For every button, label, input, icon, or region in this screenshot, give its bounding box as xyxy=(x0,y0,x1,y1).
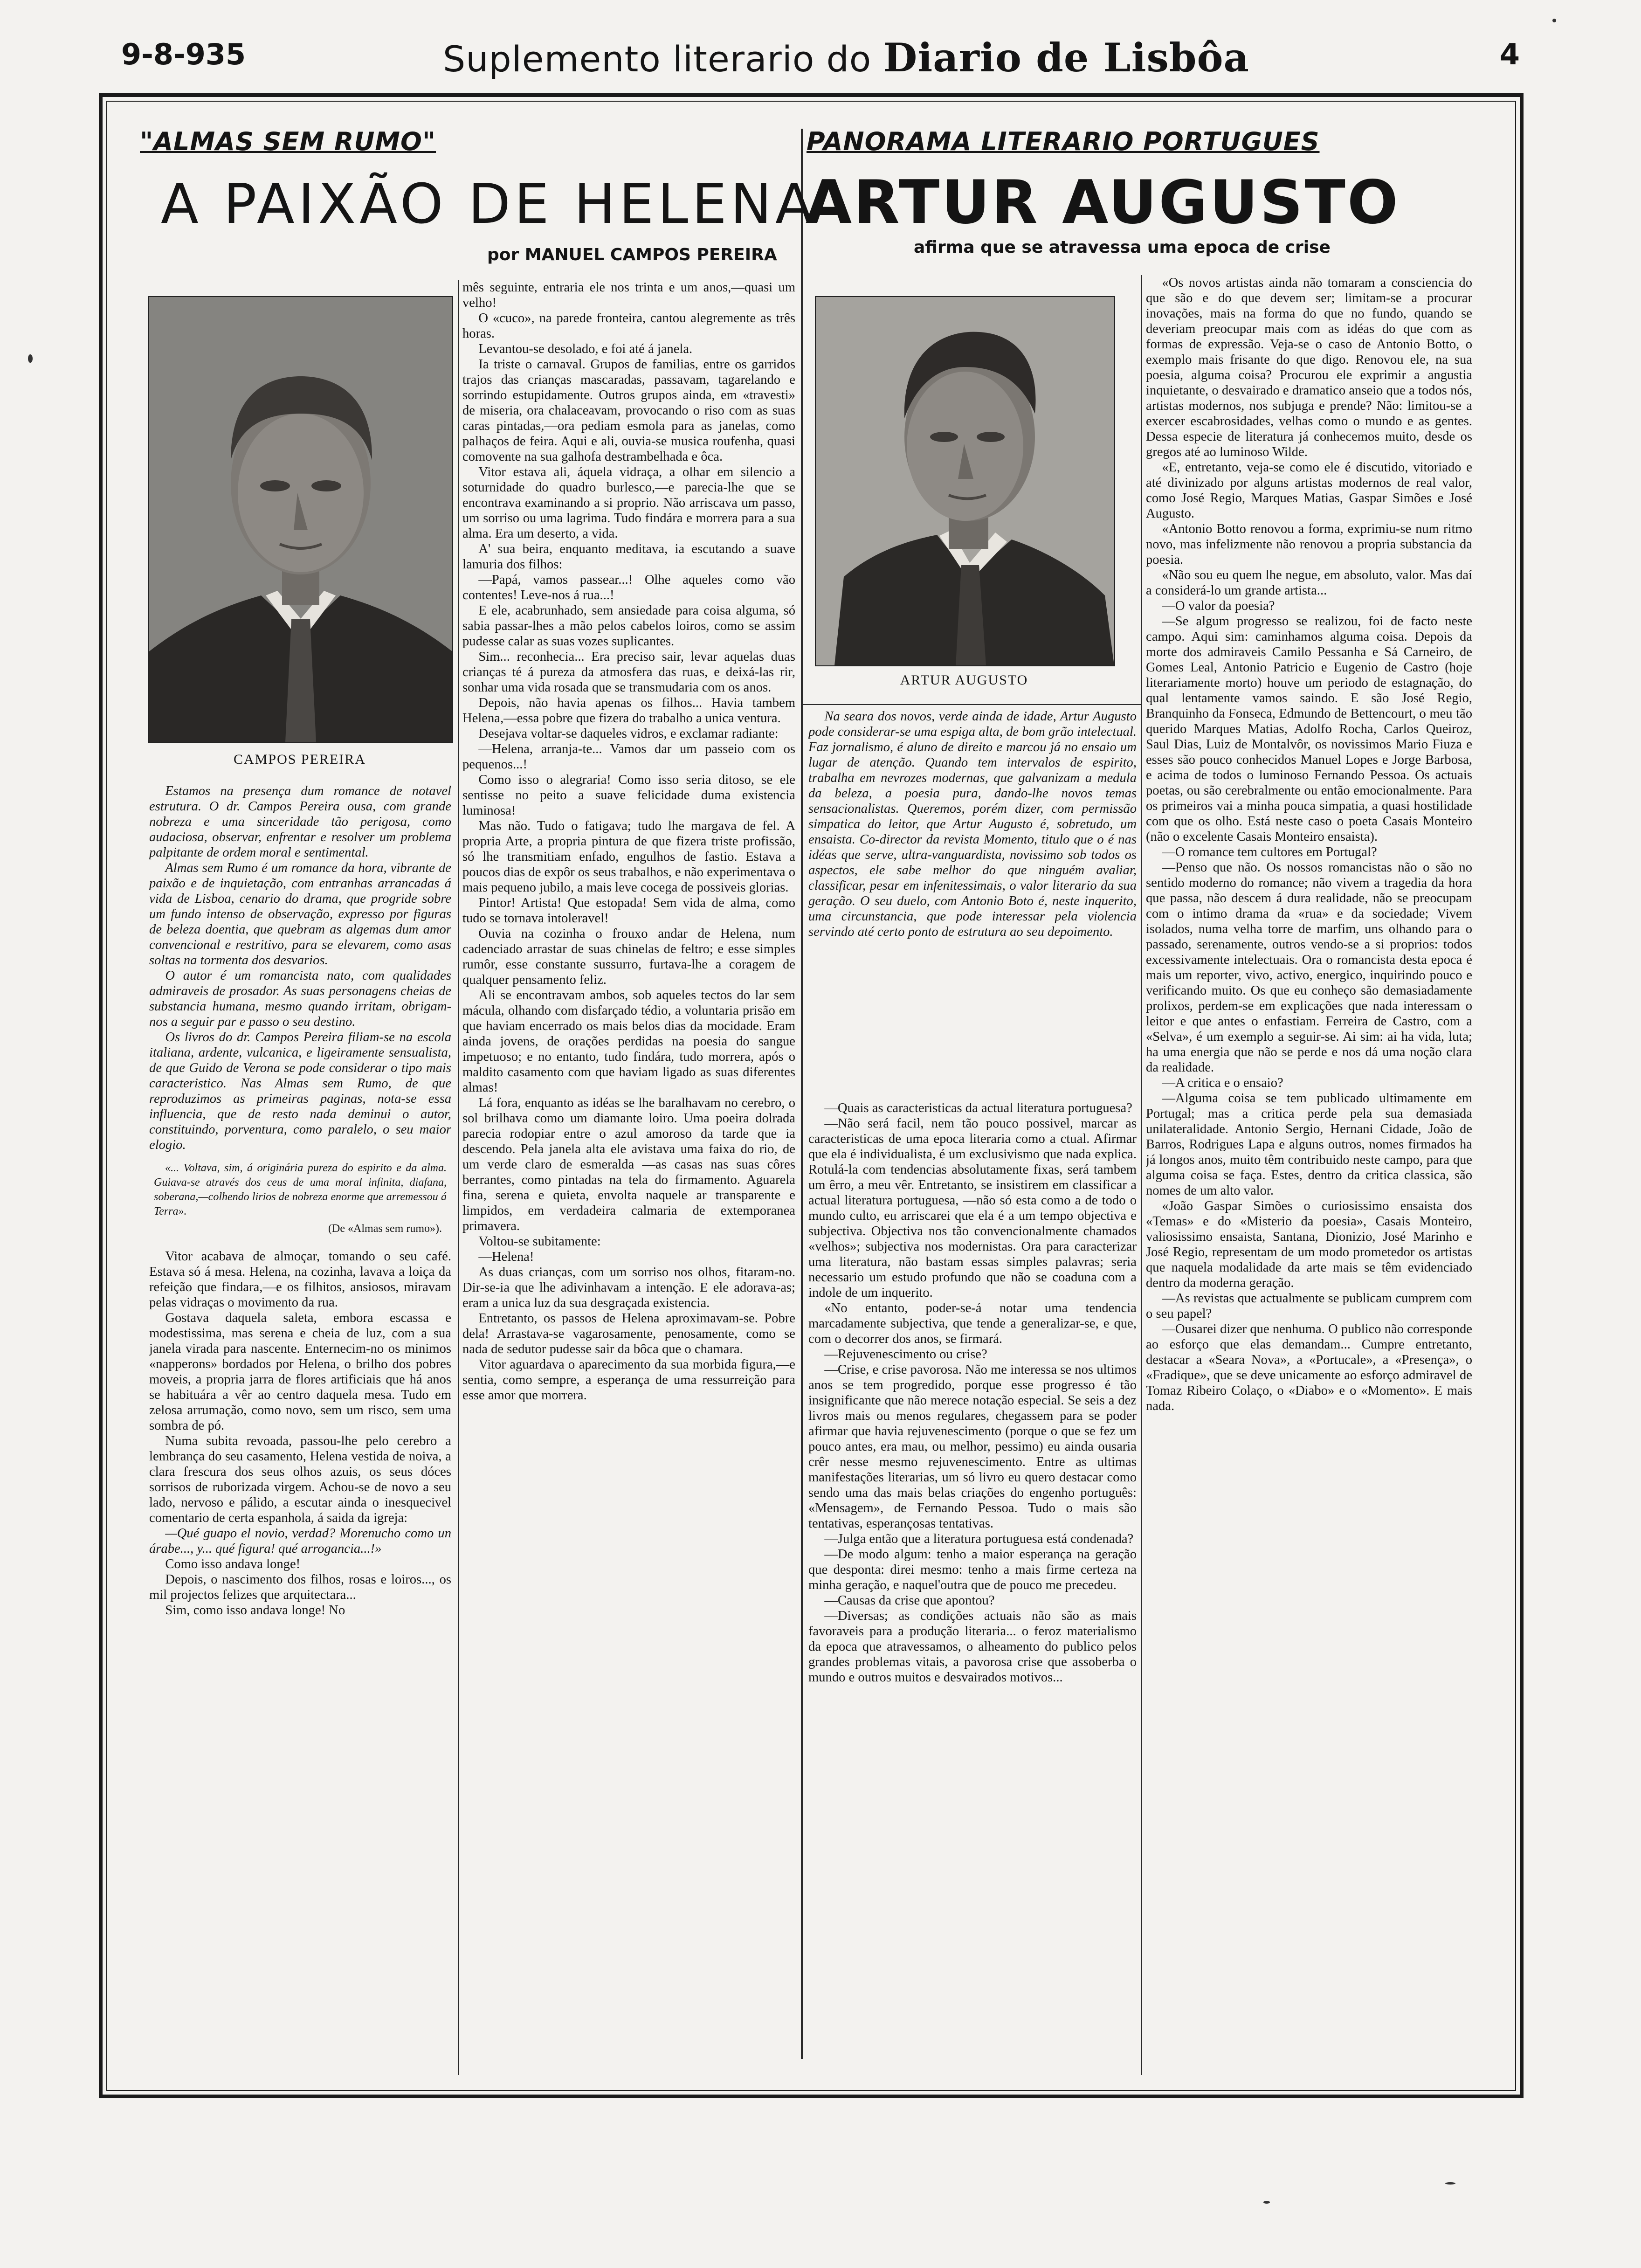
body-paragraph: «Os novos artistas ainda não tomaram a consciencia do que são e do que devem ser; limitam-se a procurar inovações, mais na forma do que no fundo, quando se deveriam preocupar mais com as idéas do que com as formas de expressão. Veja-se o caso de Antonio Botto, o exemplo mais frisante do que digo. Renovou ele, na sua poesia, alguma coisa? Procurou ele exprimir a angustia inquietante, o desvairado e dramatico anseio que a todos nós, artistas modernos, nos subjuga e prende? Não: limitou-se a exercer escabrosidades, velhas como o mundo e as gentes. Dessa especie de literatura já conhecemos muito, desde os gregos até ao luminoso Wilde. xyxy=(1146,276,1472,459)
body-paragraph: Ia triste o carnaval. Grupos de familias, entre os garridos trajos das crianças mascaradas, passavam, tagarelando e sorrindo estupidamente. Outros grupos ainda, em «travesti» de miseria, ora chalaceavam, provocando o riso com as suas caras pintadas,—ora pediam esmola para as janelas, como palhaços de feira. Aqui e ali, ouvia-se musica roufenha, quasi comovente na sua galhofa destrambelhada e ôca. xyxy=(462,357,795,464)
body-paragraph: A' sua beira, enquanto meditava, ia escutando a suave lamuria dos filhos: xyxy=(462,542,795,572)
body-paragraph: —Helena! xyxy=(478,1250,534,1264)
left-photo-caption: CAMPOS PEREIRA xyxy=(234,752,366,767)
body-paragraph: «Não sou eu quem lhe negue, em absoluto, valor. Mas daí a considerá-lo um grande artista... xyxy=(1146,568,1472,598)
body-paragraph: As duas crianças, com um sorriso nos olhos, fitaram-no. Dir-se-ia que lhe adivinhavam a intenção. E ele adorava-as; eram a unica luz da sua desgraçada existencia. xyxy=(462,1265,795,1310)
book-quote: «... Voltava, sim, á originária pureza do espirito e da alma. Guiava-se através dos ceus de uma moral infinita, diafana, soberana,—colhendo lirios de nobreza enorme que arremessou á Terra». xyxy=(154,1162,447,1217)
body-paragraph: «João Gaspar Simões o curiosissimo ensaista dos «Temas» e do «Misterio da poesia», Casais Monteiro, valiosissimo ensaista, Santana, Dionizio, José Marinho e José Regio, representam de um modo prometedor os artistas que naquela modalidade da arte mais se têm evidenciado dentro da moderna geração. xyxy=(1146,1199,1472,1290)
body-paragraph: —Helena, arranja-te... Vamos dar um passeio com os pequenos...! xyxy=(462,742,795,772)
left-kicker: "ALMAS SEM RUMO" xyxy=(140,127,436,156)
body-paragraph: —O romance tem cultores em Portugal? xyxy=(1162,845,1377,859)
right-subhead: afirma que se atravessa uma epoca de crise xyxy=(914,238,1331,257)
intro-paragraph: O autor é um romancista nato, com qualidades admiraveis de prosador. As suas personagens cheias de substancia humana, mesmo quando irritam, obrigam-nos a seguir par e passo o seu destino. xyxy=(149,968,451,1029)
body-paragraph: Voltou-se subitamente: xyxy=(478,1234,601,1249)
divider-left-cols xyxy=(458,280,459,2075)
scan-speck xyxy=(1445,2182,1455,2185)
divider-main xyxy=(801,129,803,2059)
body-paragraph: Numa subita revoada, passou-lhe pelo cerebro a lembrança do seu casamento, Helena vestida de noiva, a clara frescura dos seus olhos azuis, os seus dóces sorrisos de ruborizada virgem. Achou-se de novo a seu lado, nervoso e pálido, a escutar ainda o inesquecivel comentario de certa espanhola, á saida da igreja: xyxy=(149,1434,451,1525)
body-paragraph: Sim... reconhecia... Era preciso sair, levar aquelas duas crianças té á pureza da atmosfera das ruas, e deixá-las rir, sonhar uma vida rosada que se transmudaria com os anos. xyxy=(462,650,795,695)
body-paragraph: Desejava voltar-se daqueles vidros, e exclamar radiante: xyxy=(478,726,779,741)
right-article-col1 xyxy=(808,1100,1137,2061)
intro-paragraph: Almas sem Rumo é um romance da hora, vibrante de paixão e de inquietação, com entranhas arrancadas á vida de Lisboa, cenario do drama, que progride sobre um fundo intenso de observação, expresso por figuras de beleza doentia, que quebram as algemas dum amor convencional e restritivo, para se elevarem, como asas soltas na tormenta dos desvarios. xyxy=(149,861,451,968)
body-paragraph: —De modo algum: tenho a maior esperança na geração que desponta: direi mesmo: tenho a mais firme certeza na minha geração, e naquel'outra que de pouco me precedeu. xyxy=(808,1547,1137,1592)
body-paragraph: Gostava daquela saleta, embora escassa e modestissima, mas serena e cheia de luz, com a sua janela virada para nascente. Enternecim-no os minimos «napperons» bordados por Helena, o brilho dos pobres moveis, a propria jarra de flores artificiais que há anos se habituára a vêr ao centro daquela mesa. Tudo em zelosa arrumação, como novo, sem um risco, sem uma sombra de pó. xyxy=(149,1311,451,1433)
body-paragraph: Depois, não havia apenas os filhos... Havia tambem Helena,—essa pobre que fizera do trabalho a unica ventura. xyxy=(462,696,795,726)
body-paragraph: Sim, como isso andava longe! No xyxy=(165,1603,345,1618)
right-article-col2 xyxy=(1146,275,1472,2061)
interview-intro: Na seara dos novos, verde ainda de idade, Artur Augusto pode considerar-se uma espiga alta, de bom grão intelectual. Faz jornalismo, é aluno de direito e marcou já no ensaio um lugar de atenção. Quando tem intervalos de espirito, trabalha em nevrozes modernas, que galvanizam a medula da beleza, a poesia pura, dando-lhe novos temas sensacionalistas. Queremos, porém dizer, com permissão simpatica do leitor, que Artur Augusto é, sobretudo, um ensaista. Co-director da revista Momento, titulo que o é nas idéas que serve, ultra-vanguardista, novissimo sob todos os aspectos, ele sabe melhor do que ninguém avaliar, classificar, pesar em infenitessimais, o valor literario da sua geração. O seu duelo, com Antonio Boto é, neste inquerito, uma circunstancia, que pode interessar pela violencia servindo até certo ponto de estrutura ao seu depoimento. xyxy=(808,709,1137,939)
intro-paragraph: Estamos na presença dum romance de notavel estrutura. O dr. Campos Pereira ousa, com grande nobreza e uma sinceridade tão perigosa, como audaciosa, observar, enfrentar e resolver um problema palpitante de ordem moral e sentimental. xyxy=(149,784,451,860)
body-paragraph: Depois, o nascimento dos filhos, rosas e loiros..., os mil projectos felizes que arquitectara... xyxy=(149,1572,451,1602)
scan-speck xyxy=(28,354,33,363)
body-paragraph: «Antonio Botto renovou a forma, exprimiu-se num ritmo novo, mas infelizmente não renovou a propria substancia da poesia. xyxy=(1146,522,1472,567)
body-paragraph: Vitor acabava de almoçar, tomando o seu café. Estava só á mesa. Helena, na cozinha, lavava a loiça da refeição que findara,—e os filhitos, ansiosos, miravam pelas vidraças o movimento da rua. xyxy=(149,1249,451,1310)
body-paragraph: —O valor da poesia? xyxy=(1162,599,1275,613)
supplement-title xyxy=(443,35,1249,81)
scan-speck xyxy=(1552,19,1556,22)
body-paragraph: E ele, acabrunhado, sem ansiedade para coisa alguma, só sabia passar-lhes a mão pelos cabelos loiros, como se assim pudesse calar as suas vozes suplicantes. xyxy=(462,603,795,649)
body-paragraph: —Julga então que a literatura portuguesa está condenada? xyxy=(824,1532,1134,1546)
divider-under-photo xyxy=(802,704,1142,705)
right-article-intro xyxy=(808,709,1137,1096)
issue-date: 9-8-935 xyxy=(121,37,246,71)
body-paragraph: Pintor! Artista! Que estopada! Sem vida de alma, como tudo se tornava intoleravel! xyxy=(462,896,795,926)
right-photo-caption: ARTUR AUGUSTO xyxy=(900,672,1028,688)
campos-pereira-photo xyxy=(148,296,453,743)
divider-right-cols xyxy=(1141,275,1142,2075)
body-paragraph: Lá fora, enquanto as idéas se lhe baralhavam no cerebro, o sol brilhava como um diamante loiro. Uma poeira dolrada parecia rodopiar entre o azul amoroso da tarde que ia descendo. Pela janela alta ele avistava uma faixa do rio, de um verde claro de esmeralda —as casas nas suas côres berrantes, como pintadas na tela do firmamento. Aguarela fina, serena e quieta, envolta naquele ar transparente e limpidos, em verdadeira calmaria de extemporanea primavera. xyxy=(462,1096,795,1233)
body-paragraph: —A critica e o ensaio? xyxy=(1162,1076,1283,1090)
body-paragraph: —As revistas que actualmente se publicam cumprem com o seu papel? xyxy=(1146,1291,1472,1321)
body-paragraph: Ouvia na cozinha o frouxo andar de Helena, num cadenciado arrastar de suas chinelas de feltro; e esse simples rumôr, esse constante sussurro, furtava-lhe a coragem de qualquer pensamento feliz. xyxy=(462,927,795,987)
newspaper-name: Diario de Lisbôa xyxy=(883,35,1249,81)
body-paragraph: —Crise, e crise pavorosa. Não me interessa se nos ultimos anos se tem progredido, porque esse progresso é tão insignificante que não merece notação especial. Se seis a dez livros mais ou menos regulares, chegassem para se poder afirmar que havia rejuvenescimento (porque o que se fez um pouco antes, era mau, ou melhor, pessimo) eu ainda ousaria crêr nesse mesmo rejuvenescimento. Entre as ultimas manifestações literarias, um só livro eu quero destacar como sendo uma das mais belas criações do engenho português: «Mensagem», de Fernando Pessoa. Tudo o mais são tentativas, esperançosas tentativas. xyxy=(808,1362,1137,1531)
supplement-name: Suplemento literario do xyxy=(443,38,883,80)
body-paragraph: Mas não. Tudo o fatigava; tudo lhe margava de fel. A propria Arte, a propria pintura de que fizera triste profissão, só lhe transmitiam enfado, engulhos de fastio. Estava a poucos dias de expôr os seus trabalhos, e não experimentava o mais pequeno jubilo, a mais leve cocega de possiveis glorias. xyxy=(462,819,795,895)
body-paragraph: —Não será facil, nem tão pouco possivel, marcar as caracteristicas de uma epoca literaria como a ctual. Afirmar que ela é individualista, é um exclusivismo que nada explica. Rotulá-la com tendencias absolutamente fixas, será tambem um êrro, a meu vêr. Entretanto, se insistirem em classificar a actual literatura portuguesa, —não só esta como a de todo o mundo culto, eu arriscarei que ela é a um tempo objectiva e subjectiva. Objectiva nos tão convencionalmente chamados «velhos»; subjectiva nos modernistas. Ora para caracterizar uma literatura, não bastam essas simples palavras; seria necessario um estudo profundo que não se coaduna com a indole de um inquerito. xyxy=(808,1116,1137,1300)
body-paragraph: —Quais as caracteristicas da actual literatura portuguesa? xyxy=(824,1101,1132,1115)
body-paragraph: «E, entretanto, veja-se como ele é discutido, vitoriado e até divinizado por alguns artistas modernos de real valor, como José Regio, Marques Matias, Gaspar Simões e José Augusto. xyxy=(1146,460,1472,521)
artur-augusto-photo xyxy=(815,296,1115,666)
left-headline: A PAIXÃO DE HELENA xyxy=(161,172,817,236)
right-kicker: PANORAMA LITERARIO PORTUGUES xyxy=(807,127,1320,156)
body-paragraph: —Alguma coisa se tem publicado ultimamente em Portugal; mas a critica perde pela sua demasiada unilateralidade. Antonio Sergio, Hernani Cidade, João de Barros, Rodrigues Lapa e alguns outros, nomes firmados ha já longos anos, muito têm contribuido neste campo, para que alguma coisa se faça. Estes, dentro da critica classica, são nomes de um alto valor. xyxy=(1146,1091,1472,1198)
body-paragraph: —Diversas; as condições actuais não são as mais favoraveis para a produção literaria... o feroz materialismo da epoca que atravessamos, o alheamento do publico pelos grandes problemas vitais, a pavorosa crise que assoberba o mundo e outros muitos e desvairados motivos... xyxy=(808,1609,1137,1685)
body-paragraph: —Causas da crise que apontou? xyxy=(824,1593,995,1608)
left-article-col1 xyxy=(149,783,451,2061)
body-paragraph: Entretanto, os passos de Helena aproximavam-se. Pobre dela! Arrastava-se vagarosamente, penosamente, como se nada de sedutor pudesse sair da bôca que o chamara. xyxy=(462,1311,795,1356)
body-paragraph: mês seguinte, entraria ele nos trinta e um anos,—quasi um velho! xyxy=(462,280,795,310)
quote-source: (De «Almas sem rumo»). xyxy=(328,1223,442,1235)
body-paragraph: Como isso o alegraria! Como isso seria ditoso, se ele sentisse no peito a suave felicidade duma existencia luminosa! xyxy=(462,773,795,818)
body-paragraph: Ali se encontravam ambos, sob aqueles tectos do lar sem mácula, olhando com disfarçado tédio, a voluntaria prisão em que haviam encerrado os mais belos dias da mocidade. Eram ainda jovens, de orações perdidas na poesia do sangue impetuoso; e no entanto, tudo findára, tudo morrera, após o maldito casamento com que haviam ligado as suas diferentes almas! xyxy=(462,988,795,1095)
scan-speck xyxy=(1263,2201,1270,2204)
left-byline: por MANUEL CAMPOS PEREIRA xyxy=(487,245,777,264)
body-paragraph: Levantou-se desolado, e foi até á janela. xyxy=(478,342,693,356)
masthead xyxy=(107,33,1524,84)
body-paragraph: —Papá, vamos passear...! Olhe aqueles como vão contentes! Leve-nos á rua...! xyxy=(462,573,795,602)
body-paragraph: —Penso que não. Os nossos romancistas não o são no sentido moderno do romance; não vivem a tragedia da hora que passa, não descem á dura realidade, não se preocupam com o intimo drama da «rua» e da sociedade; Vivem isolados, numa velha torre de marfim, uns olhando para o passado, serenamente, outros vendo-se a si proprios: todos excessivamente intelectuais. Ora o romancista desta epoca é mais um reporter, vivo, activo, energico, inquirindo pouco e verificando muito. Os que eu conheço são demasiadamente prolixos, perdem-se em explicações que nada interessam o leitor e que antes o enfastiam. Ferreira de Castro, com a «Selva», é um exemplo a seguir-se. Ai sim: ai ha vida, luta; ha uma energia que não se perde e nos dá uma noção clara da realidade. xyxy=(1146,860,1472,1075)
body-paragraph: «No entanto, poder-se-á notar uma tendencia marcadamente subjectiva, que tende a generalizar-se, e que, com o decorrer dos anos, se firmará. xyxy=(808,1301,1137,1346)
body-paragraph: Como isso andava longe! xyxy=(165,1557,301,1571)
body-paragraph: Vitor estava ali, áquela vidraça, a olhar em silencio a soturnidade do quadro burlesco,—e parecia-lhe que se encontrava examinando a si proprio. Não arriscava um passo, um sorriso ou uma lagrima. Tudo findára e morrera para a sua alma. Era um deserto, a vida. xyxy=(462,465,795,541)
intro-paragraph: Os livros do dr. Campos Pereira filiam-se na escola italiana, ardente, vulcanica, e ligeiramente sensualista, de que Guido de Verona se pode considerar o tipo mais caracteristico. Nas Almas sem Rumo, de que reproduzimos as primeiras paginas, nota-se essa influencia, que de resto nada deminui o autor, constituindo, porventura, como paralelo, o seu maior elogio. xyxy=(149,1030,451,1152)
body-paragraph: O «cuco», na parede fronteira, cantou alegremente as três horas. xyxy=(462,311,795,341)
body-paragraph: —Se algum progresso se realizou, foi de facto neste campo. Aqui sim: caminhamos alguma coisa. Depois da morte dos admiraveis Camilo Pessanha e Sá Carneiro, de Gomes Leal, Antonio Patricio e Eugenio de Castro (hoje literariamente morto) houve um periodo de estagnação, do qual lentamente vamos saindo. E são José Regio, Branquinho da Fonseca, Edmundo de Bettencourt, o meu tão querido Marques Matias, Adolfo Rocha, Carlos Queiroz, Saul Dias, Luiz de Montalvôr, os novissimos Mario Fiuza e esses são pouco conhecidos Manuel Lopes e Jorge Barbosa, e acima de todos o luminoso Fernando Pessoa. Os actuais poetas, ou são cerebralmente ou então emocionalmente. Para os primeiros vai a minha pouca simpatia, a quasi hostilidade com que os olho. Está neste caso o poeta Casais Monteiro (não o excelente Casais Monteiro ensaista). xyxy=(1146,614,1472,844)
left-article-col2 xyxy=(462,280,795,2061)
body-paragraph: Vitor aguardava o aparecimento da sua morbida figura,—e sentia, como sempre, a esperança de uma ressurreição para esse amor que morrera. xyxy=(462,1357,795,1403)
body-paragraph: —Ousarei dizer que nenhuma. O publico não corresponde ao esforço que elas demandam... Cumpre entretanto, destacar a «Seara Nova», a «Portucale», a «Presença», o «Fradique», que se deve unicamente ao esforço admiravel de Tomaz Ribeiro Colaço, o «Diabo» e o «Momento». E mais nada. xyxy=(1146,1322,1472,1413)
right-headline: ARTUR AUGUSTO xyxy=(806,168,1400,237)
body-paragraph: —Qué guapo el novio, verdad? Morenucho como un árabe..., y... qué figura! qué arrogancia...!» xyxy=(149,1526,451,1556)
page-number: 4 xyxy=(1499,37,1520,71)
body-paragraph: —Rejuvenescimento ou crise? xyxy=(824,1347,987,1362)
